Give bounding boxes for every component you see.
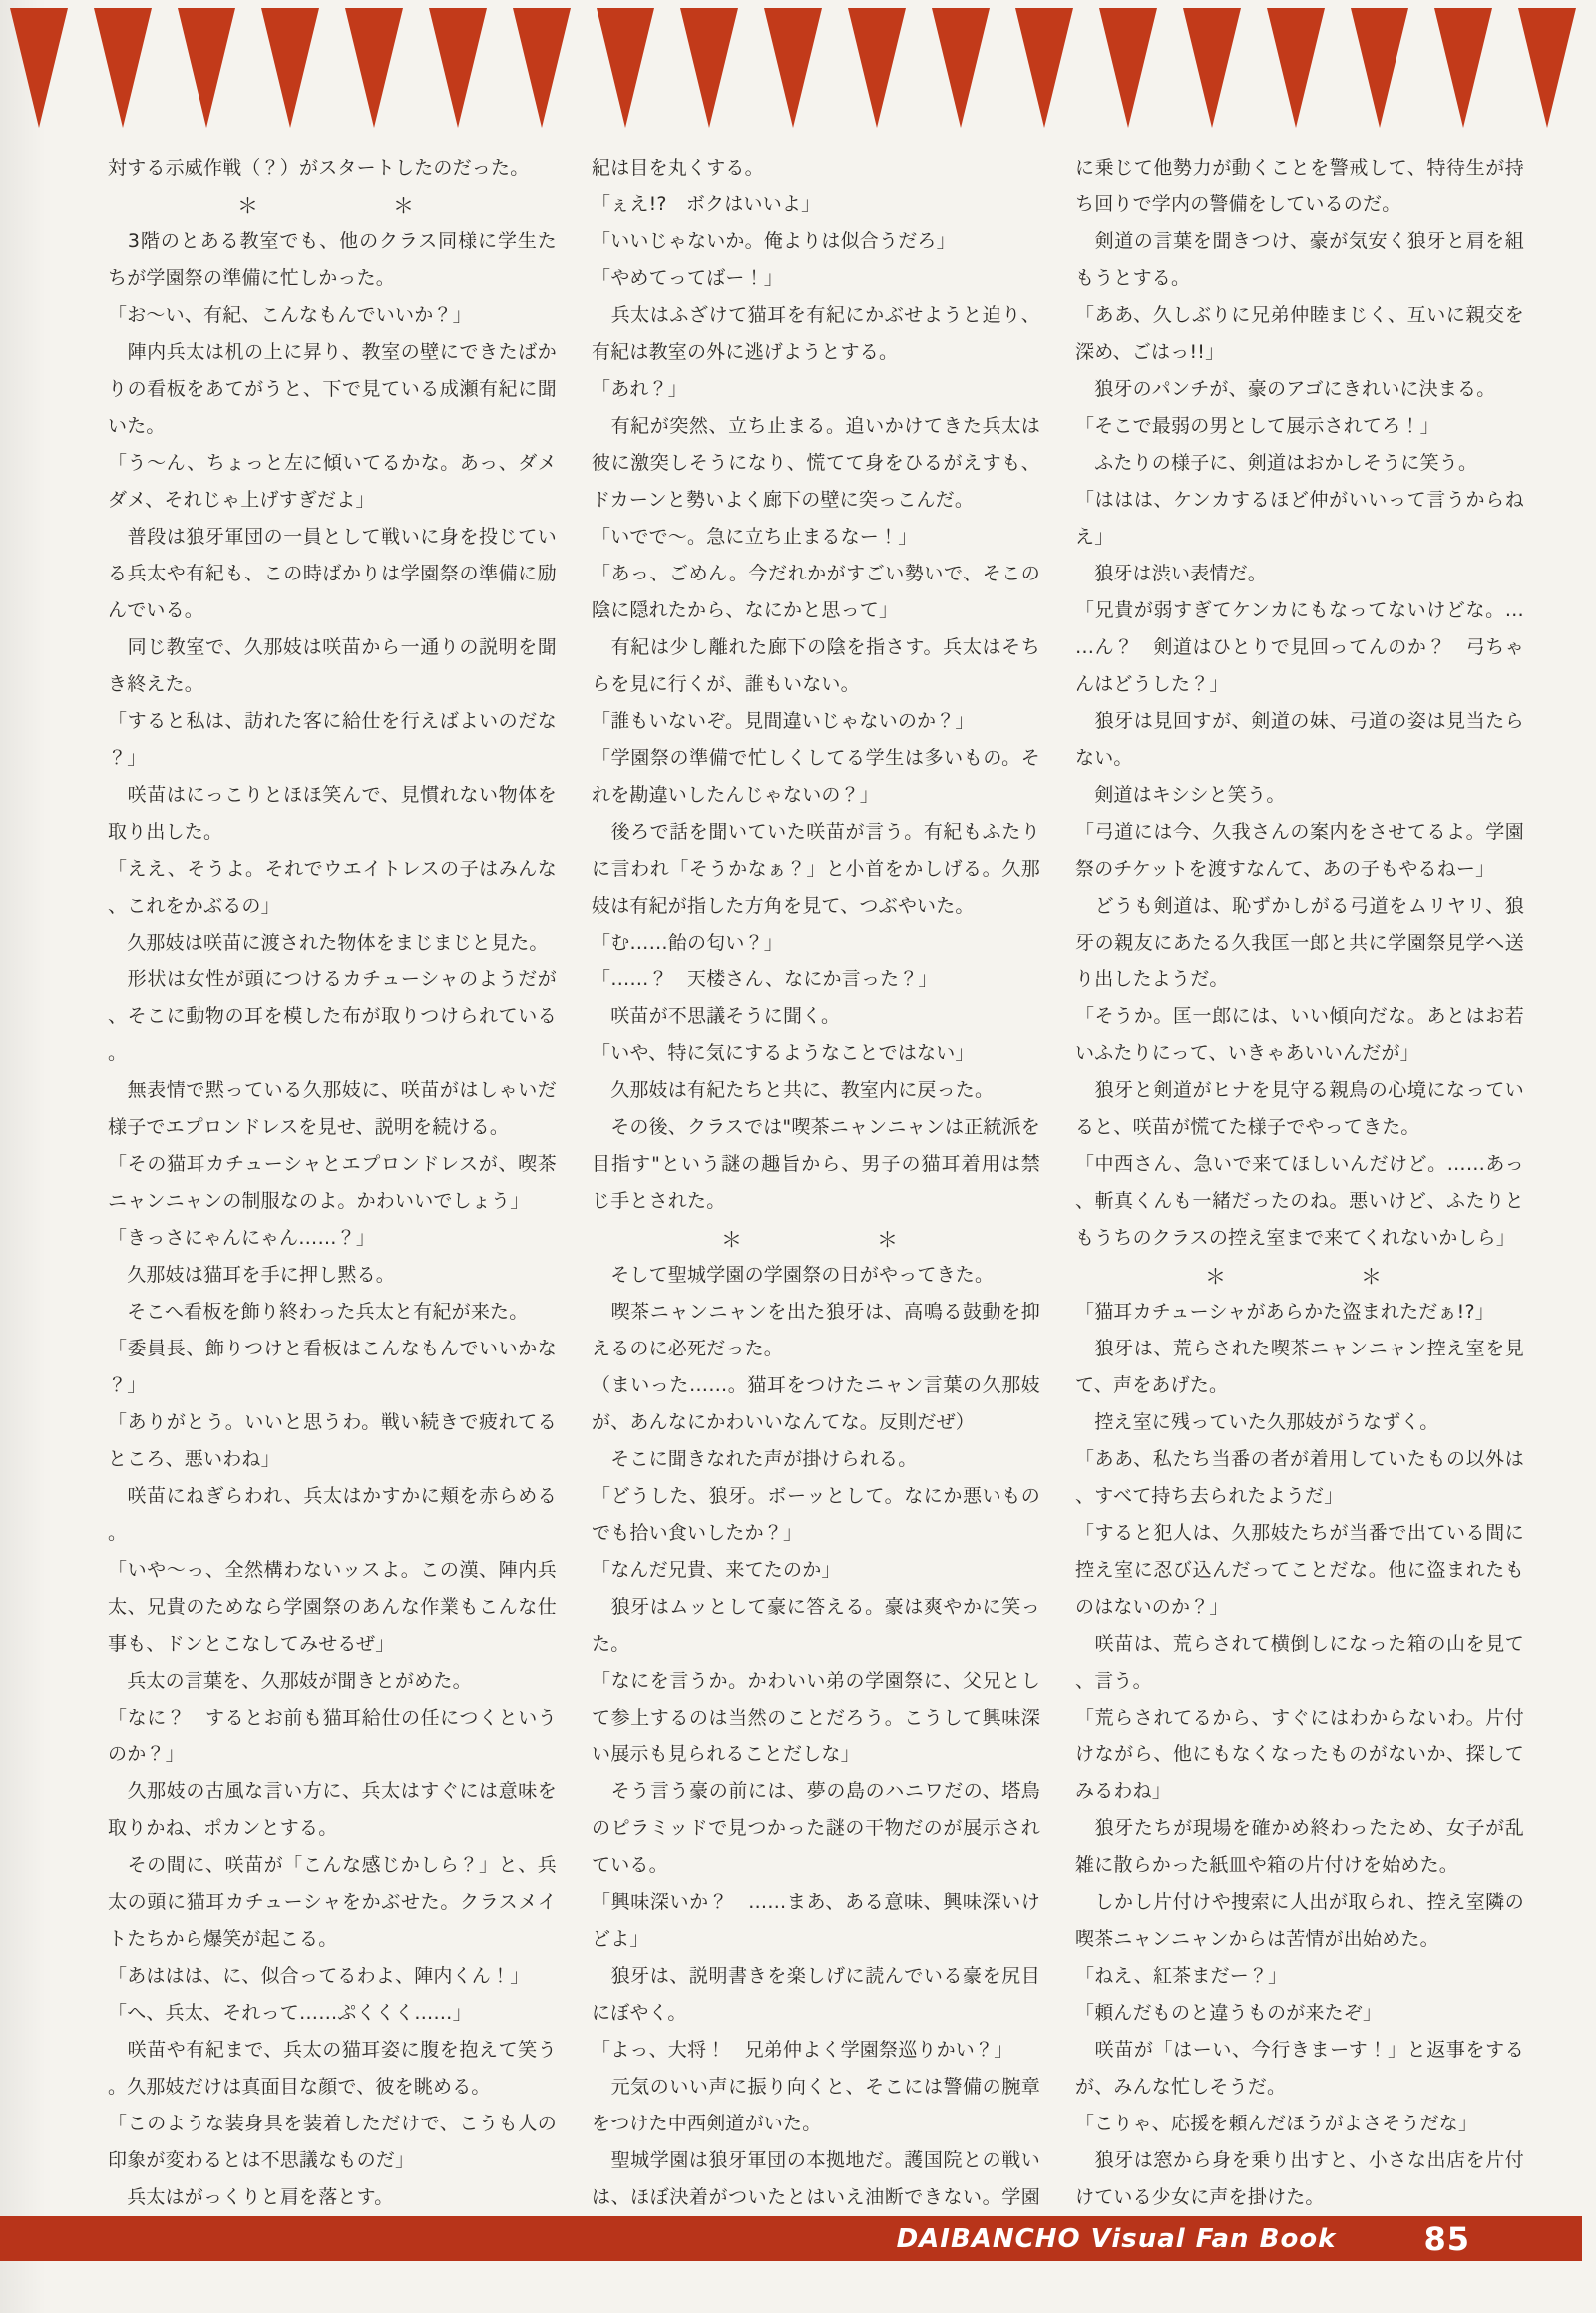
story-paragraph: 狼牙は渋い表情だ。	[1075, 563, 1268, 584]
story-paragraph: 「う〜ん、ちょっと左に傾いてるかな。あっ、ダメダメ、それじゃ上げすぎだよ」	[108, 452, 557, 511]
story-paragraph: 咲苗は、荒らされて横倒しになった箱の山を見て、言う。	[1075, 1633, 1524, 1692]
pennant-triangle	[10, 8, 68, 128]
story-paragraph: 陣内兵太は机の上に昇り、教室の壁にできたばかりの看板をあてがうと、下で見ている成瀬有紀に聞いた。	[108, 341, 557, 437]
story-paragraph: 剣道はキシシと笑う。	[1075, 784, 1286, 806]
story-paragraph: その後、クラスでは"喫茶ニャンニャンは正統派を目指す"という謎の趣旨から、男子の猫耳着用は禁じ手とされた。	[592, 1116, 1040, 1212]
story-paragraph: 「あっ、ごめん。今だれかがすごい勢いで、そこの陰に隠れたから、なにかと思って」	[592, 563, 1040, 621]
story-paragraph: 「荒らされてるから、すぐにはわからないわ。片付けながら、他にもなくなったものがないか、探してみるわね」	[1075, 1707, 1524, 1802]
section-separator	[592, 1220, 1040, 1257]
story-paragraph: 「いや〜っ、全然構わないッスよ。この漢、陣内兵太、兄貴のためなら学園祭のあんな作業もこんな仕事も、ドンとこなしてみせるぜ」	[108, 1559, 557, 1655]
story-paragraph: 久那妓は猫耳を手に押し黙る。	[108, 1264, 396, 1286]
story-paragraph: 紀は目を丸くする。	[592, 157, 764, 179]
story-paragraph: 剣道の言葉を聞きつけ、豪が気安く狼牙と肩を組もうとする。	[1075, 230, 1524, 289]
story-paragraph: 「学園祭の準備で忙しくしてる学生は多いもの。それを勘違いしたんじゃないの？」	[592, 747, 1040, 806]
asterisk-glyph: ＊	[877, 1227, 898, 1252]
story-paragraph: 狼牙は見回すが、剣道の妹、弓道の姿は見当たらない。	[1075, 710, 1524, 769]
story-paragraph: 有紀は少し離れた廊下の陰を指さす。兵太はそちらを見に行くが、誰もいない。	[592, 636, 1040, 695]
story-paragraph: 喫茶ニャンニャンを出た狼牙は、高鳴る鼓動を抑えるのに必死だった。	[592, 1301, 1040, 1359]
story-paragraph: 「委員長、飾りつけと看板はこんなもんでいいかな？」	[108, 1338, 557, 1396]
story-paragraph: 「ああ、久しぶりに兄弟仲睦まじく、互いに親交を深め、ごはっ!!」	[1075, 304, 1524, 363]
story-text	[108, 150, 1524, 2219]
text-column-3	[1075, 150, 1524, 2219]
asterisk-glyph: ＊	[1205, 1264, 1226, 1289]
story-paragraph: 「なにを言うか。かわいい弟の学園祭に、父兄として参上するのは当然のことだろう。こうして興味深い展示も見られることだしな」	[592, 1670, 1040, 1765]
story-paragraph: 久那妓は有紀たちと共に、教室内に戻った。	[592, 1079, 995, 1101]
story-paragraph: 咲苗が不思議そうに聞く。	[592, 1005, 841, 1027]
story-paragraph: 「なんだ兄貴、来てたのか」	[592, 1559, 841, 1581]
story-paragraph: そこへ看板を飾り終わった兵太と有紀が来た。	[108, 1301, 529, 1323]
section-separator	[1075, 1257, 1524, 1294]
story-paragraph: 「ねえ、紅茶まだー？」	[1075, 1965, 1288, 1987]
story-paragraph: 「きっさにゃんにゃん……？」	[108, 1227, 376, 1249]
pennant-triangle	[94, 8, 152, 128]
story-paragraph: そこに聞きなれた声が掛けられる。	[592, 1448, 918, 1470]
story-paragraph: 「よっ、大将！ 兄弟仲よく学園祭巡りかい？」	[592, 2039, 1013, 2061]
story-paragraph: 兵太の言葉を、久那妓が聞きとがめた。	[108, 1670, 472, 1692]
story-paragraph: 兵太はふざけて猫耳を有紀にかぶせようと迫り、有紀は教室の外に逃げようとする。	[592, 304, 1040, 363]
story-paragraph: 有紀が突然、立ち止まる。追いかけてきた兵太は彼に激突しそうになり、慌てて身をひるがえすも、ドカーンと勢いよく廊下の壁に突っこんだ。	[592, 415, 1040, 511]
story-paragraph: 「あははは、に、似合ってるわよ、陣内くん！」	[108, 1965, 530, 1987]
story-paragraph: 「お〜い、有紀、こんなもんでいいか？」	[108, 304, 472, 326]
footer-bar	[0, 2216, 1582, 2261]
story-paragraph: 「そうか。匡一郎には、いい傾向だな。あとはお若いふたりにって、いきゃあいいんだが」	[1075, 1005, 1524, 1064]
story-paragraph: ふたりの様子に、剣道はおかしそうに笑う。	[1075, 452, 1478, 474]
story-paragraph: 「兄貴が弱すぎてケンカにもなってないけどな。……ん？ 剣道はひとりで見回ってんのか？ 弓ちゃんはどうした？」	[1075, 599, 1524, 695]
pennant-triangle	[1099, 8, 1157, 128]
book-title: DAIBANCHO Visual Fan Book	[896, 2223, 1337, 2254]
story-paragraph: そう言う豪の前には、夢の島のハニワだの、塔鳥のピラミッドで見つかった謎の干物だのが展示されている。	[592, 1780, 1040, 1876]
pennant-triangle	[513, 8, 571, 128]
story-paragraph: 対する示威作戦（？）がスタートしたのだった。	[108, 157, 530, 179]
pennant-triangle	[932, 8, 990, 128]
story-paragraph: 「いいじゃないか。俺よりは似合うだろ」	[592, 230, 956, 252]
pennant-triangle	[1183, 8, 1241, 128]
story-paragraph: （まいった……。猫耳をつけたニャン言葉の久那妓が、あんなにかわいいなんてな。反則だぜ）	[592, 1374, 1040, 1433]
story-paragraph: 「どうした、狼牙。ボーッとして。なにか悪いものでも拾い食いしたか？」	[592, 1485, 1040, 1544]
story-paragraph: 「いでで〜。急に立ち止まるなー！」	[592, 526, 918, 548]
story-paragraph: 「このような装身具を装着しただけで、こうも人の印象が変わるとは不思議なものだ」	[108, 2113, 557, 2171]
story-paragraph: しかし片付けや捜索に人出が取られ、控え室隣の喫茶ニャンニャンからは苦情が出始めた。	[1075, 1891, 1524, 1950]
story-paragraph: 「ありがとう。いいと思うわ。戦い続きで疲れてるところ、悪いわね」	[108, 1411, 557, 1470]
story-paragraph: 「ははは、ケンカするほど仲がいいって言うからねえ」	[1075, 489, 1524, 548]
story-paragraph: 「あれ？」	[592, 378, 688, 400]
story-paragraph: 元気のいい声に振り向くと、そこには警備の腕章をつけた中西剣道がいた。	[592, 2076, 1040, 2134]
story-paragraph: 狼牙はムッとして豪に答える。豪は爽やかに笑った。	[592, 1596, 1040, 1655]
story-paragraph: 後ろで話を聞いていた咲苗が言う。有紀もふたりに言われ「そうかなぁ？」と小首をかしげる。久那妓は有紀が指した方角を見て、つぶやいた。	[592, 821, 1040, 917]
story-paragraph: 「ぇえ!? ボクはいいよ」	[592, 193, 821, 215]
story-paragraph: 咲苗にねぎらわれ、兵太はかすかに頬を赤らめる。	[108, 1485, 557, 1544]
story-paragraph: 「いや、特に気にするようなことではない」	[592, 1042, 975, 1064]
story-paragraph: 「やめてってばー！」	[592, 267, 784, 289]
story-paragraph: 狼牙のパンチが、豪のアゴにきれいに決まる。	[1075, 378, 1496, 400]
story-paragraph: その間に、咲苗が「こんな感じかしら？」と、兵太の頭に猫耳カチューシャをかぶせた。クラスメイトたちから爆笑が起こる。	[108, 1854, 557, 1950]
pennant-triangle	[1015, 8, 1073, 128]
pennant-triangle	[597, 8, 654, 128]
story-paragraph: 「興味深いか？ ……まあ、ある意味、興味深いけどよ」	[592, 1891, 1040, 1950]
asterisk-glyph: ＊	[237, 193, 258, 218]
text-column-2	[592, 150, 1040, 2219]
story-paragraph: 狼牙と剣道がヒナを見守る親鳥の心境になっていると、咲苗が慌てた様子でやってきた。	[1075, 1079, 1524, 1138]
pennant-triangle	[1434, 8, 1492, 128]
story-paragraph: 「頼んだものと違うものが来たぞ」	[1075, 2002, 1383, 2024]
asterisk-glyph: ＊	[721, 1227, 742, 1252]
pennant-triangle	[1267, 8, 1325, 128]
story-paragraph: 「誰もいないぞ。見間違いじゃないのか？」	[592, 710, 975, 732]
story-paragraph: 狼牙は、荒らされた喫茶ニャンニャン控え室を見て、声をあげた。	[1075, 1338, 1524, 1396]
story-paragraph: 久那妓の古風な言い方に、兵太はすぐには意味を取りかね、ポカンとする。	[108, 1780, 557, 1839]
pennant-triangle	[178, 8, 235, 128]
story-paragraph: 「すると犯人は、久那妓たちが当番で出ている間に控え室に忍び込んだってことだな。他に盗まれたものはないのか？」	[1075, 1522, 1524, 1618]
story-paragraph: に乗じて他勢力が動くことを警戒して、特待生が持ち回りで学内の警備をしているのだ。	[1075, 157, 1524, 215]
pennant-triangle	[345, 8, 403, 128]
story-paragraph: 「こりゃ、応援を頼んだほうがよさそうだな」	[1075, 2113, 1478, 2134]
story-paragraph: 「なに？ するとお前も猫耳給仕の任につくというのか？」	[108, 1707, 557, 1765]
page-number: 85	[1423, 2219, 1470, 2258]
story-paragraph: 「……？ 天楼さん、なにか言った？」	[592, 968, 938, 990]
story-paragraph: 「猫耳カチューシャがあらかた盗まれただぁ!?」	[1075, 1301, 1494, 1323]
pennant-banner	[10, 8, 1596, 130]
story-paragraph: 狼牙は窓から身を乗り出すと、小さな出店を片付けている少女に声を掛けた。	[1075, 2149, 1524, 2208]
story-paragraph: 狼牙たちが現場を確かめ終わったため、女子が乱雑に散らかった紙皿や箱の片付けを始めた。	[1075, 1817, 1524, 1876]
story-paragraph: 「む……飴の匂い？」	[592, 932, 784, 954]
story-paragraph: 3階のとある教室でも、他のクラス同様に学生たちが学園祭の準備に忙しかった。	[108, 230, 557, 289]
text-column-1	[108, 150, 557, 2219]
story-paragraph: 「へ、兵太、それって……ぷくくく……」	[108, 2002, 472, 2024]
pennant-triangle	[429, 8, 487, 128]
story-paragraph: 久那妓は咲苗に渡された物体をまじまじと見た。	[108, 932, 549, 954]
story-paragraph: 「弓道には今、久我さんの案内をさせてるよ。学園祭のチケットを渡すなんて、あの子もやるねー」	[1075, 821, 1524, 880]
story-paragraph: 普段は狼牙軍団の一員として戦いに身を投じている兵太や有紀も、この時ばかりは学園祭の準備に励んでいる。	[108, 526, 557, 621]
story-paragraph: 「中西さん、急いで来てほしいんだけど。……あっ、斬真くんも一緒だったのね。悪いけど、ふたりともうちのクラスの控え室まで来てくれないかしら」	[1075, 1153, 1524, 1249]
story-paragraph: 「ええ、そうよ。それでウエイトレスの子はみんな、これをかぶるの」	[108, 858, 557, 917]
pennant-triangle	[764, 8, 822, 128]
pennant-triangle	[680, 8, 738, 128]
story-paragraph: どうも剣道は、恥ずかしがる弓道をムリヤリ、狼牙の親友にあたる久我匡一郎と共に学園祭見学へ送り出したようだ。	[1075, 895, 1524, 990]
pennant-triangle	[1351, 8, 1408, 128]
story-paragraph: 聖城学園は狼牙軍団の本拠地だ。護国院との戦いは、ほぼ決着がついたとはいえ油断できない。学園	[592, 2149, 1040, 2208]
story-paragraph: 形状は女性が頭につけるカチューシャのようだが、そこに動物の耳を模した布が取りつけられている。	[108, 968, 557, 1064]
pennant-triangle	[261, 8, 319, 128]
story-paragraph: 「その猫耳カチューシャとエプロンドレスが、喫茶ニャンニャンの制服なのよ。かわいいでしょう」	[108, 1153, 557, 1212]
story-paragraph: 「そこで最弱の男として展示されてろ！」	[1075, 415, 1439, 437]
story-paragraph: 同じ教室で、久那妓は咲苗から一通りの説明を聞き終えた。	[108, 636, 557, 695]
pennant-triangle	[1518, 8, 1576, 128]
pennant-triangle	[848, 8, 906, 128]
story-paragraph: 兵太はがっくりと肩を落とす。	[108, 2186, 394, 2208]
story-paragraph: 「すると私は、訪れた客に給仕を行えばよいのだな？」	[108, 710, 557, 769]
story-paragraph: 控え室に残っていた久那妓がうなずく。	[1075, 1411, 1439, 1433]
asterisk-glyph: ＊	[393, 193, 414, 218]
story-paragraph: そして聖城学園の学園祭の日がやってきた。	[592, 1264, 995, 1286]
story-paragraph: 咲苗や有紀まで、兵太の猫耳姿に腹を抱えて笑う。久那妓だけは真面目な顔で、彼を眺める。	[108, 2039, 557, 2098]
story-paragraph: 狼牙は、説明書きを楽しげに読んでいる豪を尻目にぼやく。	[592, 1965, 1040, 2024]
section-separator	[108, 187, 557, 223]
story-paragraph: 無表情で黙っている久那妓に、咲苗がはしゃいだ様子でエプロンドレスを見せ、説明を続ける。	[108, 1079, 557, 1138]
story-paragraph: 咲苗はにっこりとほほ笑んで、見慣れない物体を取り出した。	[108, 784, 557, 843]
asterisk-glyph: ＊	[1361, 1264, 1382, 1289]
story-paragraph: 咲苗が「はーい、今行きまーす！」と返事をするが、みんな忙しそうだ。	[1075, 2039, 1524, 2098]
story-paragraph: 「ああ、私たち当番の者が着用していたもの以外は、すべて持ち去られたようだ」	[1075, 1448, 1524, 1507]
